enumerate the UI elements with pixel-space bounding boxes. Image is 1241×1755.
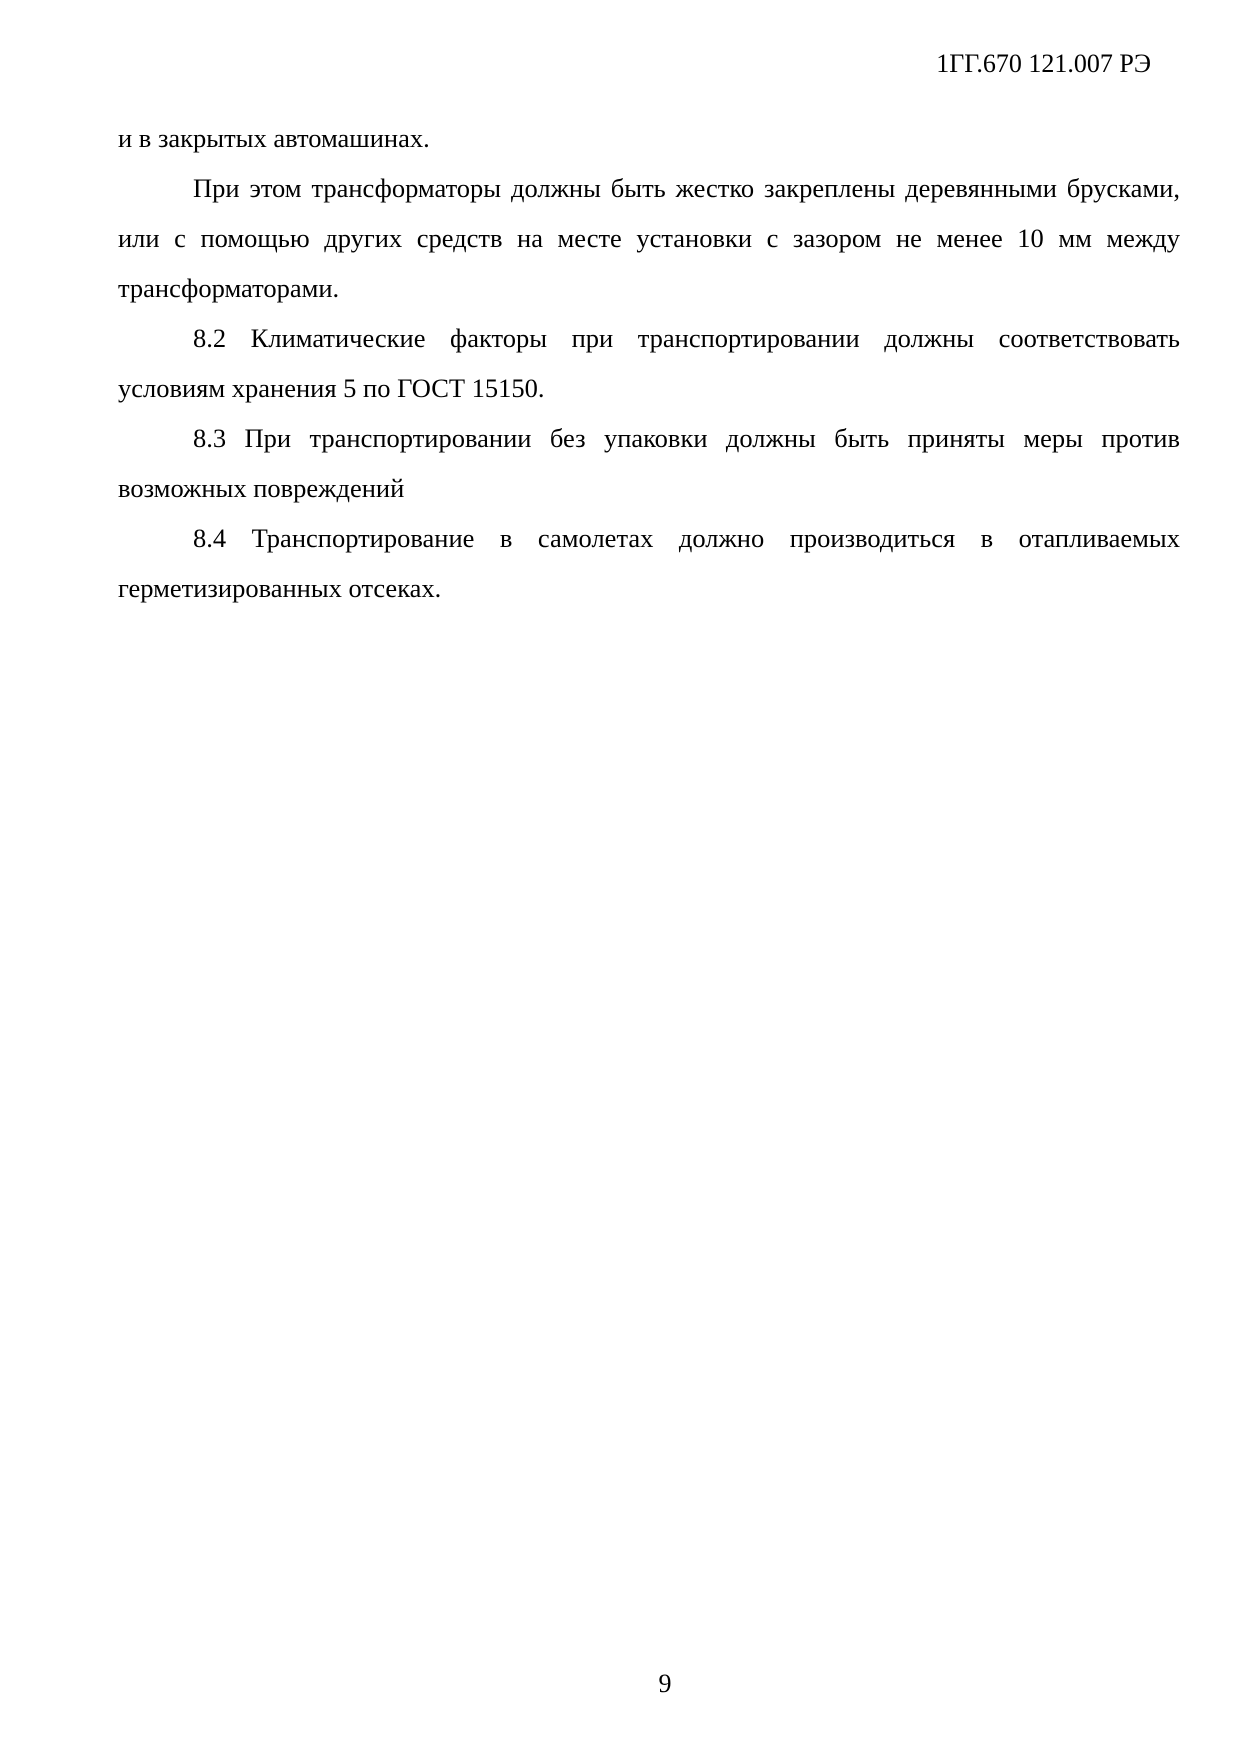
paragraph-continuation: и в закрытых автомашинах.	[118, 123, 430, 153]
paragraph-8-2: 8.2 Климатические факторы при транспортировании должны соответствовать условиям хранения 5 по ГОСТ 15150.	[118, 323, 1180, 403]
document-body	[118, 113, 1180, 613]
document-code: 1ГГ.670 121.007 РЭ	[936, 49, 1151, 78]
page-number: 9	[658, 1669, 672, 1698]
paragraph-8-3: 8.3 При транспортировании без упаковки должны быть приняты меры против возможных повреждений	[118, 423, 1180, 503]
paragraph-8-4: 8.4 Транспортирование в самолетах должно производиться в отапливаемых герметизированных отсеках.	[118, 523, 1180, 603]
paragraph-fastening: При этом трансформаторы должны быть жестко закреплены деревянными брусками, или с помощью других средств на месте установки с зазором не менее 10 мм между трансформаторами.	[118, 173, 1180, 303]
